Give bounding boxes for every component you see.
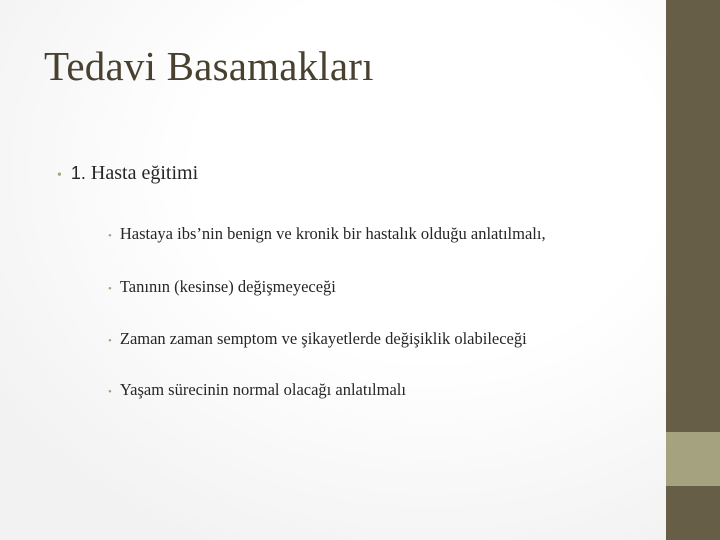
- sub-bullet-text: Hastaya ibs’nin benign ve kronik bir hastalık olduğu anlatılmalı,: [119, 224, 546, 243]
- sub-bullet-2: [108, 277, 336, 297]
- bullet-text: Hasta eğitimi: [90, 162, 199, 184]
- sub-bullet-4: [108, 380, 406, 400]
- bullet-dot-icon: •: [57, 168, 62, 183]
- sub-bullet-text: Tanının (kesinse) değişmeyeceği: [119, 277, 336, 296]
- sub-bullet-3: [108, 329, 527, 349]
- sub-bullet-text: Zaman zaman semptom ve şikayetlerde değişiklik olabileceği: [119, 329, 527, 348]
- bullet-dot-icon: •: [108, 335, 112, 347]
- bullet-level1: [57, 162, 198, 185]
- slide-title: Tedavi Basamakları: [44, 43, 374, 89]
- bullet-dot-icon: •: [108, 386, 112, 398]
- bullet-dot-icon: •: [108, 283, 112, 295]
- sub-bullet-1: [108, 224, 546, 244]
- bullet-number: 1.: [70, 163, 86, 183]
- bullet-dot-icon: •: [108, 230, 112, 242]
- sub-bullet-text: Yaşam sürecinin normal olacağı anlatılmalı: [119, 380, 406, 399]
- side-accent-block: [666, 432, 720, 486]
